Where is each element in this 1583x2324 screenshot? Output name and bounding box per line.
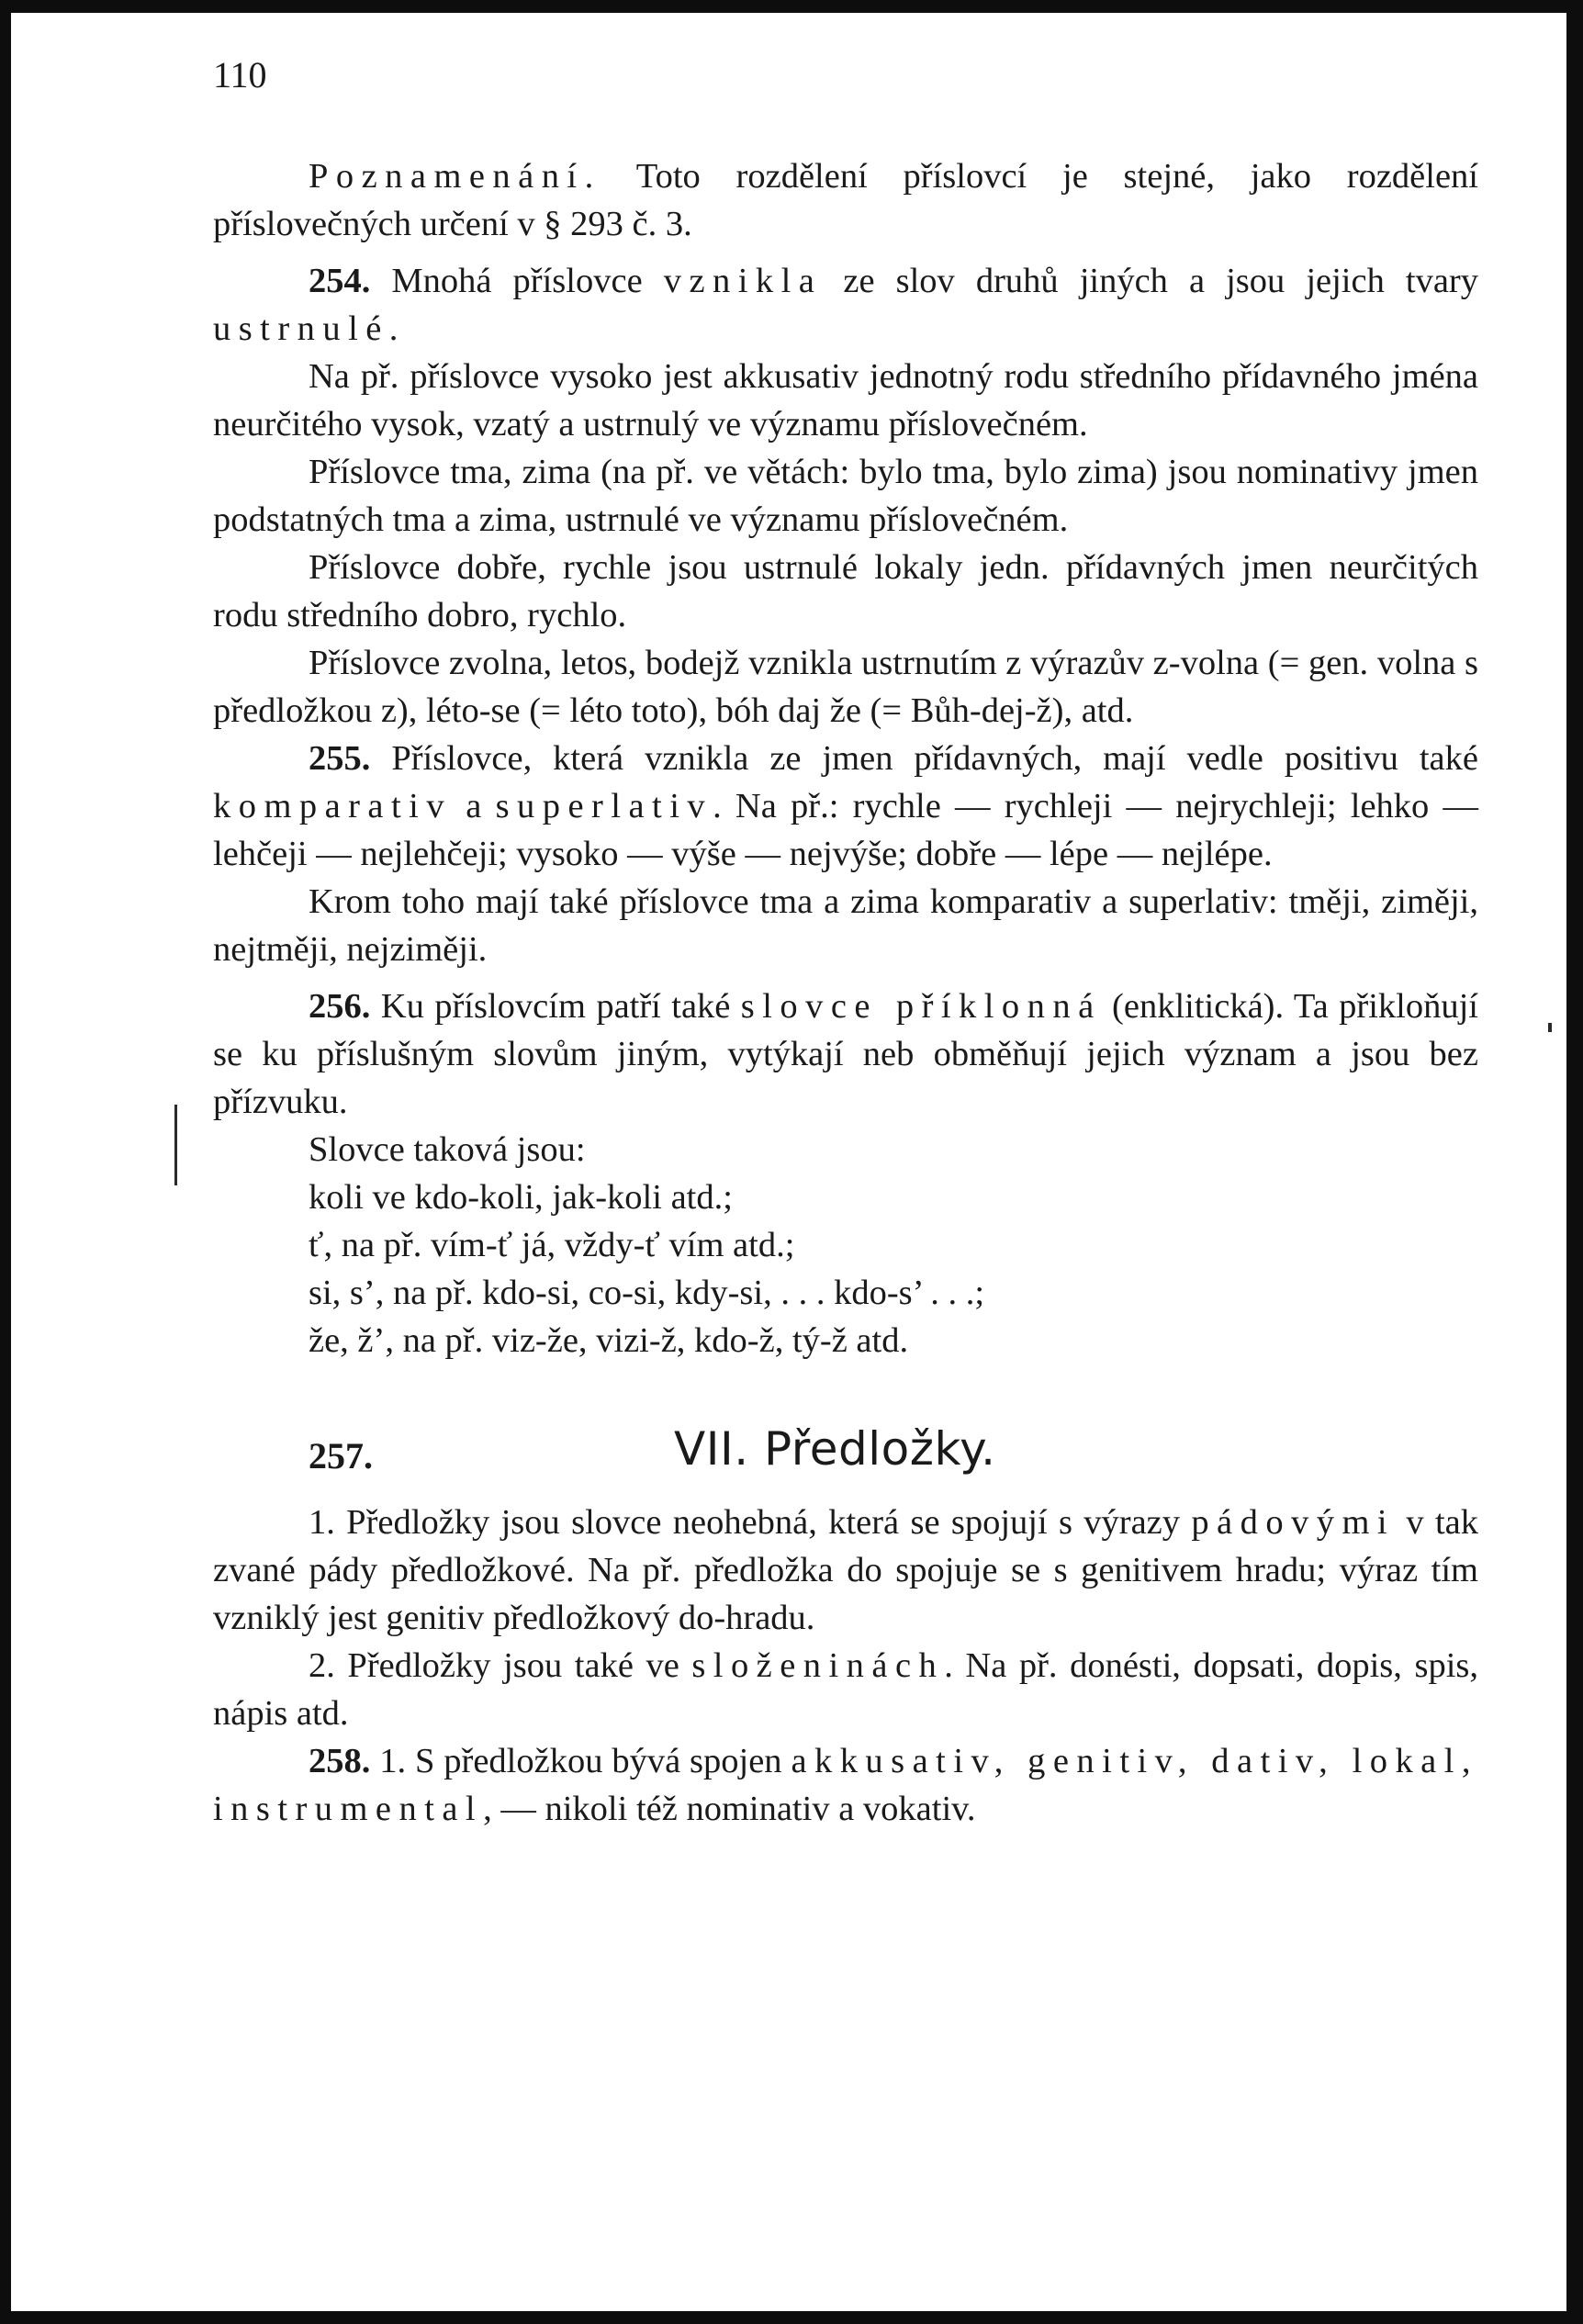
example-line: koli ve kdo-koli, jak-koli atd.;	[309, 1178, 733, 1217]
paragraph: 2. Předložky jsou také ve složeninách. Na př. donésti, dopsati, dopis, spis, nápis atd.	[213, 1646, 1478, 1733]
example-line: že, ž’, na př. viz-že, vizi-ž, kdo-ž, tý-ž atd.	[309, 1321, 909, 1360]
section-number: 256.	[309, 987, 371, 1026]
section-255: 255. Příslovce, která vznikla ze jmen přídavných, mají vedle positivu také komparativ a superlativ. Na př.: rychle — rychleji — nejrychleji; lehko — lehčeji — nejlehčeji; vysoko — výše — nejvýše; dobře — lépe — nejlépe.	[213, 739, 1479, 873]
paragraph: Slovce taková jsou:	[309, 1130, 586, 1169]
margin-pencil-mark	[174, 1105, 177, 1185]
paragraph: 1. Předložky jsou slovce neohebná, která se spojují s výrazy pádovými v tak zvané pády předložkové. Na př. předložka do spojuje se s genitivem hradu; výraz tím vzniklý jest genitiv předložkový do-hradu.	[213, 1503, 1478, 1637]
section-number: 254.	[309, 262, 371, 300]
page-body	[213, 152, 1478, 1833]
section-254: 254. Mnohá příslovce vznikla ze slov druhů jiných a jsou jejich tvary ustrnulé.	[213, 262, 1478, 348]
margin-dot	[1548, 1023, 1552, 1032]
paragraph: Krom toho mají také příslovce tma a zima komparativ a superlativ: tměji, ziměji, nejtměji, nejzimějі.	[213, 882, 1478, 969]
section-number: 258.	[309, 1742, 371, 1780]
example-line: ť, na př. vím-ť já, vždy-ť vím atd.;	[309, 1226, 795, 1264]
note-paragraph	[213, 152, 1478, 248]
chapter-heading	[213, 1422, 1478, 1489]
paragraph: Příslovce tma, zima (na př. ve větách: bylo tma, bylo zima) jsou nominativy jmen podstatných tma a zima, ustrnulé ve významu příslovečném.	[213, 453, 1478, 539]
paragraph: Na př. příslovce vysoko jest akkusativ jednotný rodu středního přídavného jména neurčitého vysok, vzatý a ustrnulý ve významu příslovečném.	[213, 357, 1478, 443]
chapter-title: VII. Předložky.	[674, 1422, 996, 1476]
section-number: 255.	[309, 739, 371, 778]
section-256: 256. Ku příslovcím patří také slovce příklonná (enklitická). Ta přikloňují se ku příslušným slovům jiným, vytýkají neb obměňují jejich význam a jsou bez přízvuku.	[213, 987, 1478, 1121]
note-text: Toto rozdělení příslovcí je stejné, jako rozdělení příslovečných určení v § 293 č. 3.	[213, 157, 1478, 243]
paragraph: Příslovce dobře, rychle jsou ustrnulé lokaly jedn. přídavných jmen neurčitých rodu středního dobro, rychlo.	[213, 548, 1478, 634]
example-line: si, s’, na př. kdo-si, co-si, kdy-si, . . . kdo-s’ . . .;	[309, 1274, 985, 1312]
page-number: 110	[213, 54, 267, 95]
section-number: 257.	[309, 1435, 373, 1476]
section-258: 258. 1. S předložkou bývá spojen akkusativ, genitiv, dativ, lokal, instrumental, — nikoli též nominativ a vokativ.	[213, 1742, 1478, 1828]
note-label: Poznamenání.	[309, 157, 601, 196]
paragraph: Příslovce zvolna, letos, bodejž vznikla ustrnutím z výrazův z-volna (= gen. volna s předložkou z), léto-se (= léto toto), bóh daj že (= Bůh-dej-ž), atd.	[213, 644, 1478, 730]
